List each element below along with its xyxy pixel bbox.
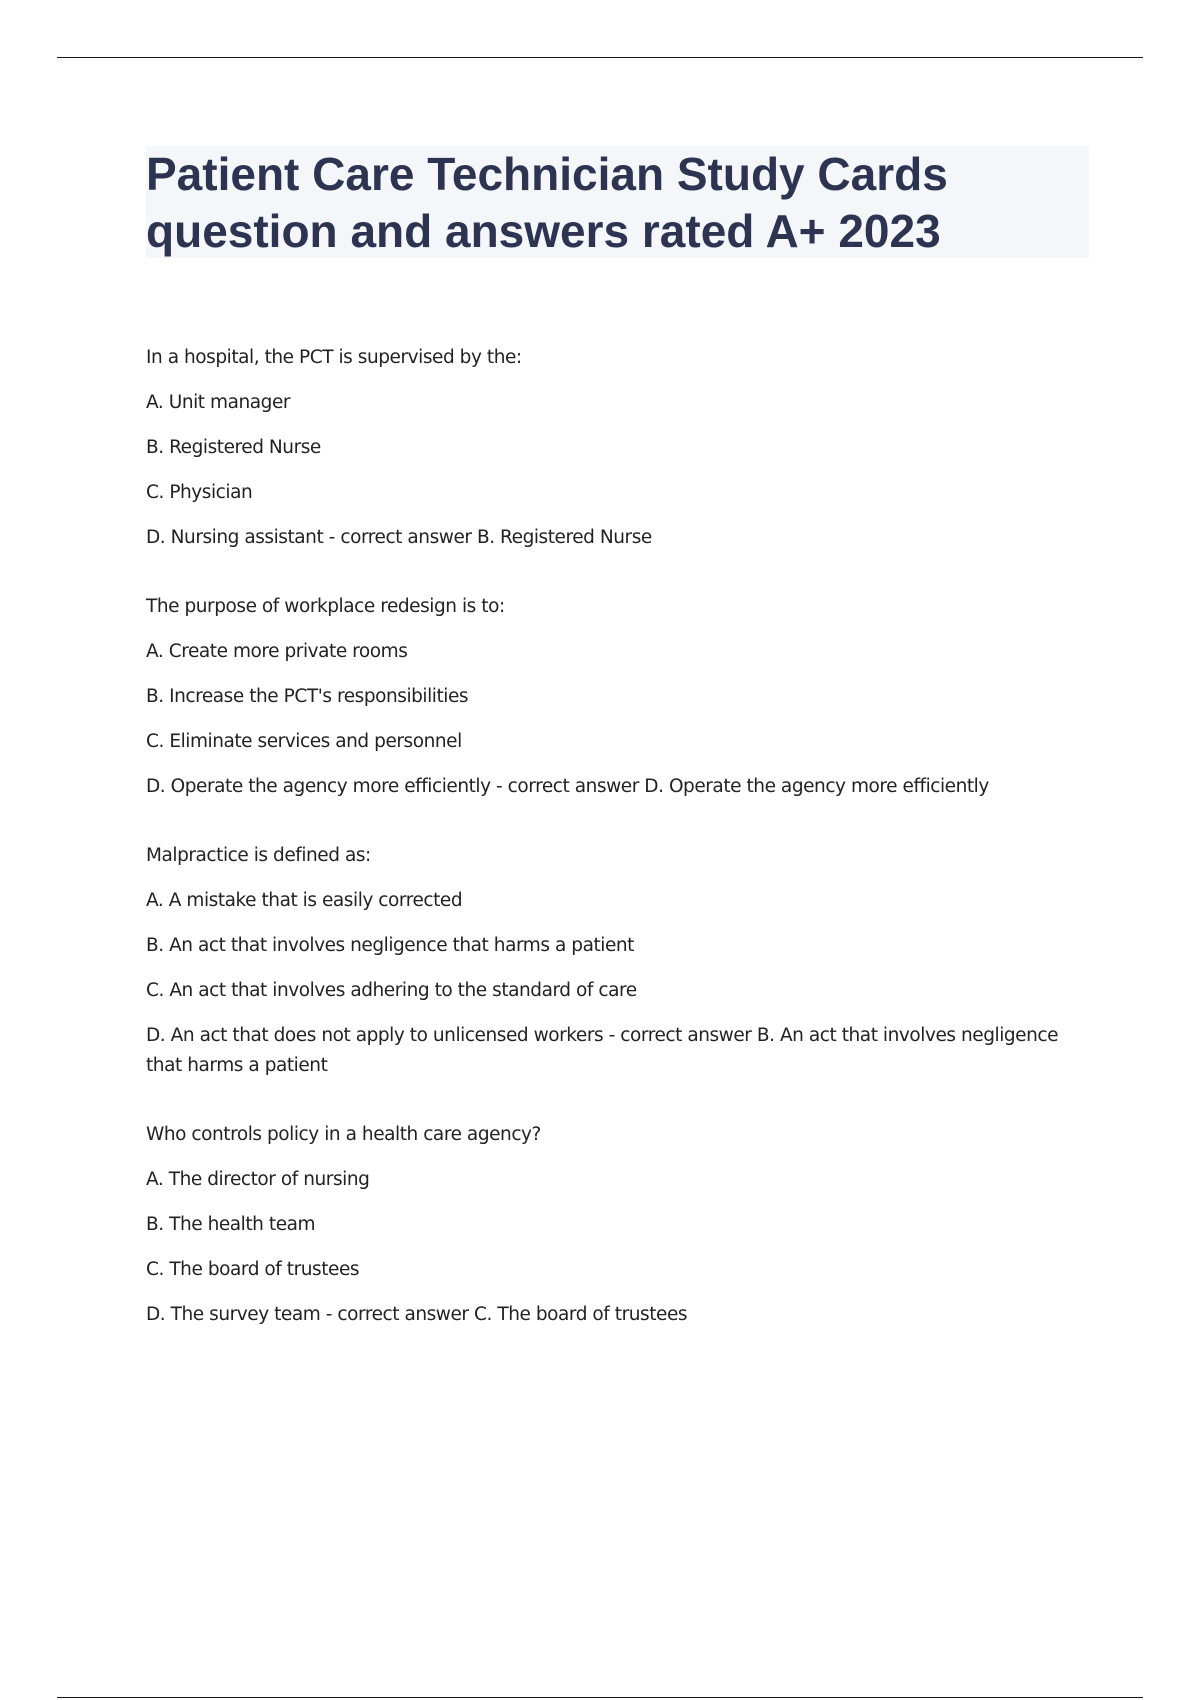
answer-option-with-correct-answer: D. Operate the agency more efficiently - correct answer D. Operate the agency more efficiently xyxy=(146,776,989,797)
answer-option: C. Eliminate services and personnel xyxy=(146,731,462,752)
answer-option: C. Physician xyxy=(146,482,253,503)
answer-option: B. Increase the PCT's responsibilities xyxy=(146,686,469,707)
answer-option-with-correct-answer: D. An act that does not apply to unlicensed workers - correct answer B. An act that involves negligence that harms a patient xyxy=(146,1025,1059,1076)
answer-option-with-correct-answer: D. The survey team - correct answer C. The board of trustees xyxy=(146,1304,688,1325)
question-text: The purpose of workplace redesign is to: xyxy=(146,596,505,617)
title-block xyxy=(146,146,1089,258)
answer-option: C. An act that involves adhering to the standard of care xyxy=(146,980,637,1001)
question-text: Malpractice is defined as: xyxy=(146,845,371,866)
answer-option: A. Unit manager xyxy=(146,392,291,413)
top-rule xyxy=(57,57,1143,58)
qa-list xyxy=(146,343,1076,1369)
bottom-rule xyxy=(57,1697,1143,1698)
qa-item xyxy=(146,841,1076,1081)
answer-option: B. Registered Nurse xyxy=(146,437,321,458)
question-text: In a hospital, the PCT is supervised by the: xyxy=(146,347,522,368)
qa-item xyxy=(146,1120,1076,1330)
qa-item xyxy=(146,343,1076,553)
answer-option: B. The health team xyxy=(146,1214,316,1235)
answer-option: C. The board of trustees xyxy=(146,1259,360,1280)
answer-option: A. A mistake that is easily corrected xyxy=(146,890,463,911)
qa-item xyxy=(146,592,1076,802)
answer-option-with-correct-answer: D. Nursing assistant - correct answer B. Registered Nurse xyxy=(146,527,652,548)
answer-option: A. The director of nursing xyxy=(146,1169,370,1190)
question-text: Who controls policy in a health care agency? xyxy=(146,1124,541,1145)
answer-option: B. An act that involves negligence that harms a patient xyxy=(146,935,634,956)
answer-option: A. Create more private rooms xyxy=(146,641,408,662)
document-title: Patient Care Technician Study Cards question and answers rated A+ 2023 xyxy=(146,148,948,257)
